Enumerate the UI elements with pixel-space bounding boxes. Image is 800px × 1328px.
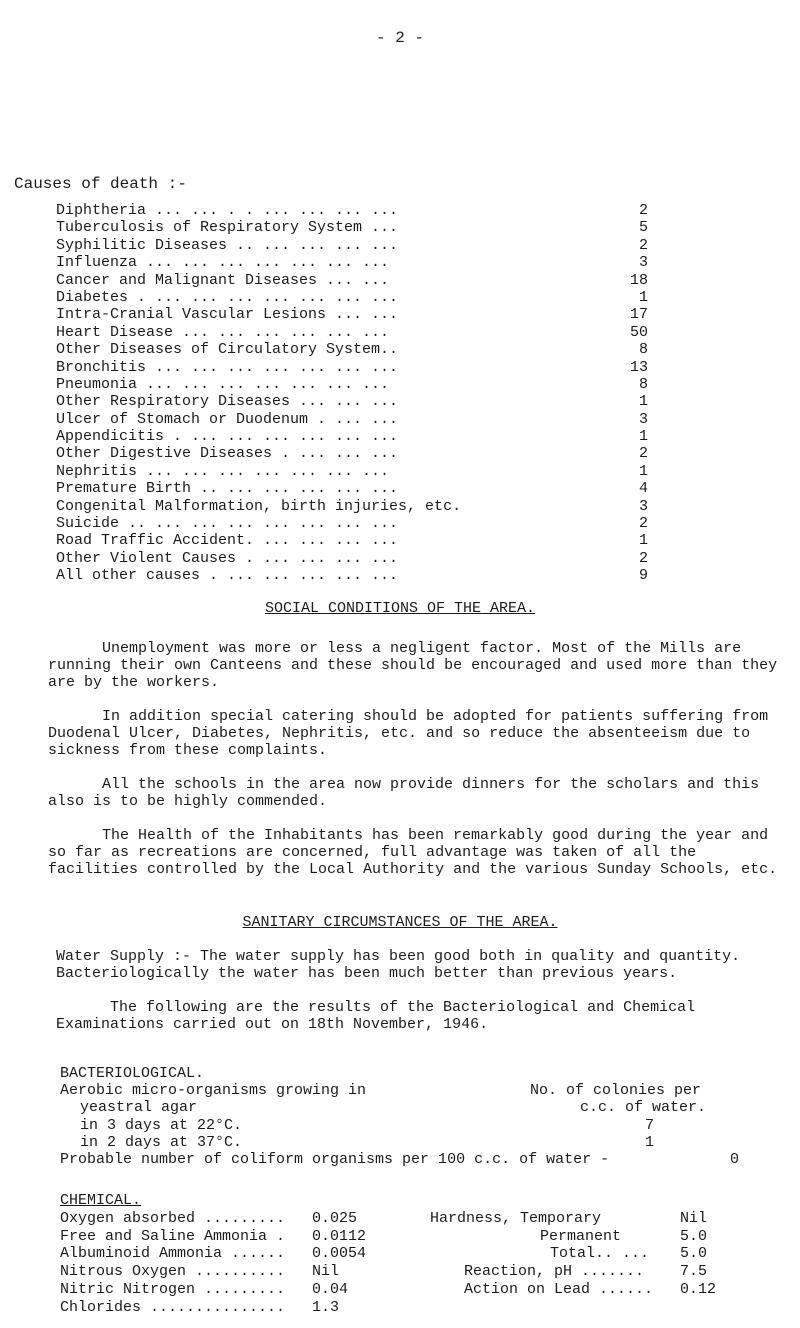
cause-label: All other causes . ... ... ... ... ...: [56, 567, 399, 585]
social-paragraph: In addition special catering should be adopted for patients suffering from Duodenal Ulcer, Diabetes, Nephritis, etc. and so reduce the absenteeism due to sickness from these complaints.: [48, 708, 769, 759]
sanitary-circumstances-title: SANITARY CIRCUMSTANCES OF THE AREA.: [242, 914, 558, 931]
cause-label: Other Violent Causes . ... ... ... ...: [56, 549, 399, 567]
cause-label: Appendicitis . ... ... ... ... ... ...: [56, 428, 399, 446]
cause-count: 17: [629, 306, 648, 324]
cause-label: Cancer and Malignant Diseases ... ...: [56, 271, 390, 289]
chemical-row-label: Chlorides ...............: [60, 1298, 286, 1316]
cause-row: [56, 323, 648, 341]
cause-count: 4: [638, 480, 648, 498]
chemical-row-value: 0.0054: [312, 1245, 367, 1263]
hardness-label: Total.. ...: [550, 1245, 650, 1263]
cause-count: 2: [638, 549, 648, 567]
cause-row: [56, 445, 648, 463]
cause-row: [56, 462, 648, 480]
cause-row: [56, 515, 648, 533]
reaction-value: 7.5: [680, 1263, 708, 1281]
cause-label: Diphtheria ... ... . . ... ... ... ...: [56, 202, 399, 219]
cause-label: Other Digestive Diseases . ... ... ...: [56, 445, 399, 463]
cause-row: [56, 254, 648, 272]
cause-count: 2: [638, 202, 648, 219]
chemical-row-label: Nitric Nitrogen .........: [60, 1280, 286, 1298]
water-paragraph: The following are the results of the Bacteriological and Chemical Examinations carried out on 18th November, 1946.: [56, 999, 696, 1033]
cause-label: Intra-Cranial Vascular Lesions ... ...: [56, 306, 399, 324]
hardness-label: Hardness, Temporary: [430, 1209, 602, 1227]
social-conditions-body: [48, 640, 788, 878]
cause-label: Other Respiratory Diseases ... ... ...: [56, 393, 399, 411]
social-paragraph: The Health of the Inhabitants has been remarkably good during the year and so far as recreations are concerned, full advantage was taken of all the facilities controlled by the Local Authority and the various Sunday Schools, etc.: [48, 827, 778, 878]
cause-row: [56, 219, 648, 237]
cause-count: 8: [638, 375, 648, 393]
chemical-section: [60, 1192, 790, 1317]
cause-row: [56, 497, 648, 515]
cause-label: Ulcer of Stomach or Duodenum . ... ...: [56, 410, 399, 428]
causes-of-death-heading: Causes of death :-: [14, 175, 187, 193]
cause-label: Influenza ... ... ... ... ... ... ...: [56, 254, 390, 272]
cause-count: 18: [629, 271, 648, 289]
cause-label: Pneumonia ... ... ... ... ... ... ...: [56, 375, 390, 393]
chemical-row-value: 0.025: [312, 1209, 358, 1227]
cause-row: [56, 393, 648, 411]
column-heading: No. of colonies per: [530, 1082, 702, 1100]
bacteriological-row-value: 1: [645, 1133, 655, 1151]
cause-row: [56, 549, 648, 567]
cause-count: 8: [638, 341, 648, 359]
cause-count: 3: [638, 410, 648, 428]
cause-count: 3: [638, 497, 648, 515]
reaction-label: Reaction, pH .......: [464, 1263, 645, 1281]
cause-count: 2: [638, 445, 648, 463]
cause-count: 1: [638, 288, 648, 306]
cause-count: 9: [638, 567, 648, 585]
cause-count: 1: [638, 428, 648, 446]
column-heading: c.c. of water.: [580, 1099, 707, 1117]
coliform-value: 0: [730, 1150, 740, 1168]
action-on-lead-label: Action on Lead ......: [464, 1280, 654, 1298]
cause-label: Suicide .. ... ... ... ... ... ... ...: [56, 515, 399, 533]
cause-row: [56, 288, 648, 306]
cause-count: 2: [638, 515, 648, 533]
chemical-row-label: Albuminoid Ammonia ......: [60, 1245, 286, 1263]
cause-count: 5: [638, 219, 648, 237]
hardness-value: Nil: [680, 1209, 708, 1227]
cause-count: 13: [629, 358, 648, 376]
bacteriological-row-label: in 3 days at 22°C.: [80, 1116, 243, 1134]
causes-of-death-list: [56, 202, 648, 585]
cause-label: Tuberculosis of Respiratory System ...: [56, 219, 399, 237]
chemical-row-value: 1.3: [312, 1298, 340, 1316]
social-paragraph: Unemployment was more or less a negligent factor. Most of the Mills are running their own Canteens and these should be encouraged and used more than they are by the workers.: [48, 640, 778, 691]
cause-row: [56, 375, 648, 393]
social-conditions-title: SOCIAL CONDITIONS OF THE AREA.: [264, 600, 536, 617]
cause-row: [56, 410, 648, 428]
cause-count: 1: [638, 393, 648, 411]
chemical-row-label: Nitrous Oxygen ..........: [60, 1263, 286, 1281]
chemical-row-label: Oxygen absorbed .........: [60, 1209, 286, 1227]
chemical-row-value: Nil: [312, 1263, 340, 1281]
chemical-heading: CHEMICAL.: [60, 1192, 142, 1209]
cause-count: 3: [638, 254, 648, 272]
cause-count: 1: [638, 462, 648, 480]
bacteriological-heading: BACTERIOLOGICAL.: [60, 1065, 205, 1082]
hardness-value: 5.0: [680, 1227, 708, 1245]
cause-label: Diabetes . ... ... ... ... ... ... ...: [56, 288, 399, 306]
cause-label: Bronchitis ... ... ... ... ... ... ...: [56, 358, 399, 376]
cause-label: Premature Birth .. ... ... ... ... ...: [56, 480, 399, 498]
bacteriological-row-label: in 2 days at 37°C.: [80, 1133, 243, 1151]
cause-row: [56, 306, 648, 324]
cause-label: Heart Disease ... ... ... ... ... ...: [56, 323, 390, 341]
page-number: - 2 -: [375, 29, 424, 47]
cause-count: 2: [638, 236, 648, 254]
cause-label: Syphilitic Diseases .. ... ... ... ...: [56, 236, 399, 254]
bacteriological-section: [60, 1065, 760, 1168]
hardness-value: 5.0: [680, 1245, 708, 1263]
cause-label: Congenital Malformation, birth injuries, etc.: [56, 497, 462, 515]
cause-row: [56, 341, 648, 359]
social-paragraph: All the schools in the area now provide dinners for the scholars and this also is to be highly commended.: [48, 776, 760, 810]
water-paragraph: Water Supply :- The water supply has been good both in quality and quantity. Bacteriologically the water has been much better than previous years.: [56, 948, 741, 982]
cause-row: [56, 202, 648, 219]
cause-row: [56, 532, 648, 550]
cause-row: [56, 567, 648, 585]
bacteriological-text: yeastral agar: [80, 1099, 198, 1117]
coliform-label: Probable number of coliform organisms per 100 c.c. of water -: [60, 1150, 610, 1168]
cause-row: [56, 358, 648, 376]
cause-row: [56, 271, 648, 289]
cause-label: Road Traffic Accident. ... ... ... ...: [56, 532, 399, 550]
action-on-lead-value: 0.12: [680, 1280, 717, 1298]
hardness-label: Permanent: [540, 1227, 622, 1245]
cause-count: 1: [638, 532, 648, 550]
water-supply-body: [56, 948, 788, 1033]
cause-label: Nephritis ... ... ... ... ... ... ...: [56, 462, 390, 480]
bacteriological-text: Aerobic micro-organisms growing in: [60, 1082, 367, 1100]
cause-row: [56, 236, 648, 254]
cause-count: 50: [629, 323, 648, 341]
cause-row: [56, 480, 648, 498]
cause-row: [56, 428, 648, 446]
chemical-row-value: 0.0112: [312, 1227, 367, 1245]
cause-label: Other Diseases of Circulatory System..: [56, 341, 399, 359]
chemical-row-value: 0.04: [312, 1280, 349, 1298]
chemical-row-label: Free and Saline Ammonia .: [60, 1227, 286, 1245]
bacteriological-row-value: 7: [645, 1116, 655, 1134]
